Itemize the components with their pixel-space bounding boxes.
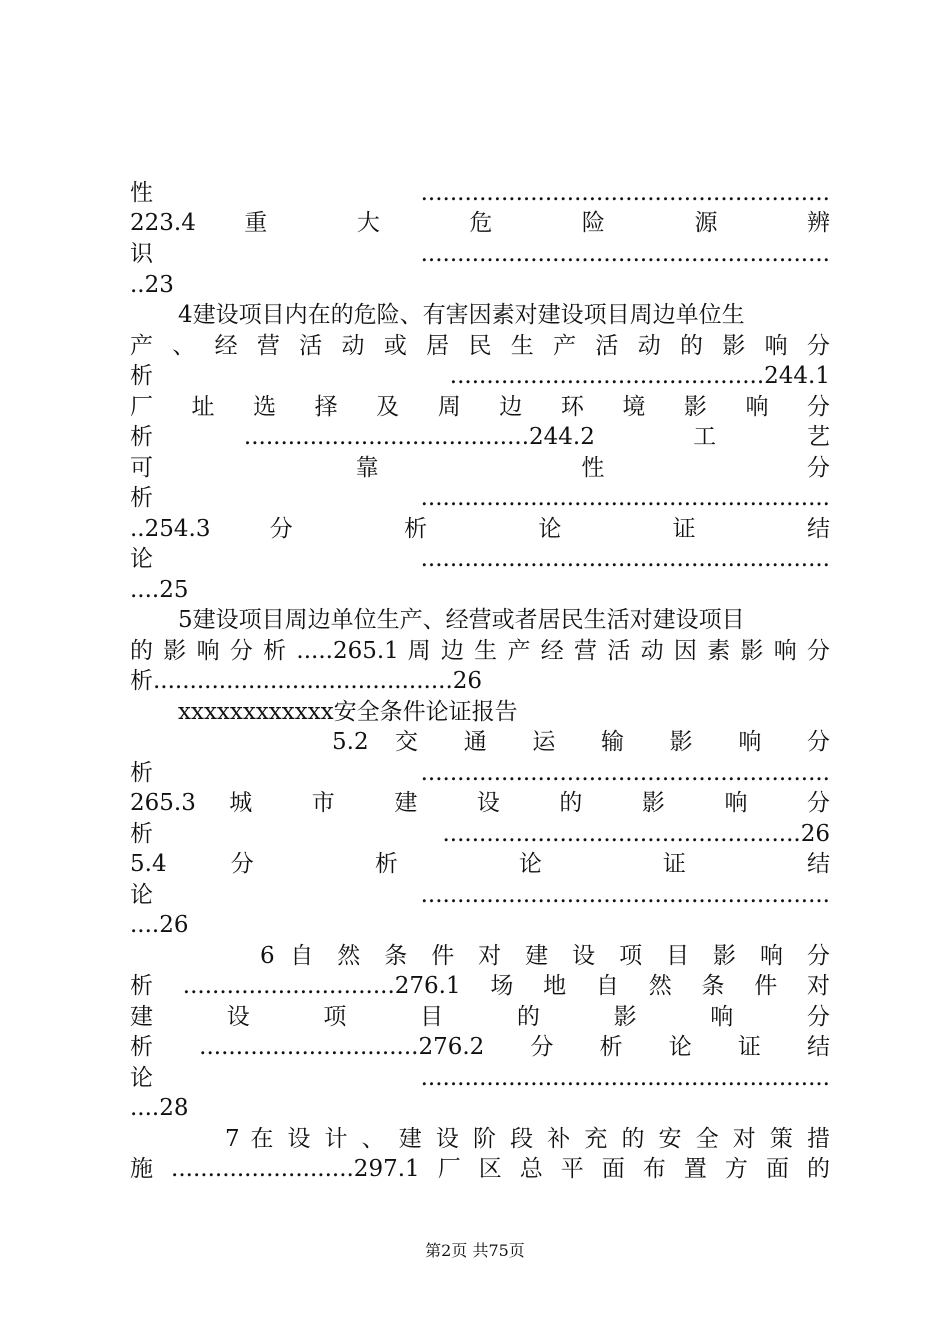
toc-line: 可 靠 性 分 bbox=[130, 455, 830, 481]
toc-line: ....25 bbox=[130, 577, 189, 603]
toc-line: 析........................................................ bbox=[130, 760, 830, 786]
toc-line: 265.3 城 市 建 设 的 影 响 分 bbox=[130, 790, 830, 816]
toc-line: 析.........................................26 bbox=[130, 668, 483, 694]
toc-line: ....28 bbox=[130, 1095, 189, 1121]
toc-line: 析........................................................ bbox=[130, 485, 830, 511]
toc-line: 建 设 项 目 的 影 响 分 bbox=[130, 1004, 830, 1030]
toc-line: 4建设项目内在的危险、有害因素对建设项目周边单位生 bbox=[178, 302, 745, 328]
toc-line: 5.2 交 通 运 输 影 响 分 bbox=[332, 729, 830, 755]
toc-line: 5.4 分 析 论 证 结 bbox=[130, 851, 830, 877]
toc-line: 7 在 设 计 、 建 设 阶 段 补 充 的 安 全 对 策 措 bbox=[225, 1126, 830, 1152]
toc-line: 论........................................................ bbox=[130, 882, 830, 908]
toc-line: 析.............................276.1场地自然条件对 bbox=[130, 973, 830, 999]
page-footer: 第2页 共75页 bbox=[425, 1241, 525, 1260]
toc-line: 析.......................................244.2 工艺 bbox=[130, 424, 830, 450]
toc-line: 223.4 重 大 危 险 源 辨 bbox=[130, 210, 830, 236]
toc-line: 析.................................................26 bbox=[130, 821, 830, 847]
toc-line: 论........................................................ bbox=[130, 1065, 830, 1091]
toc-line: 施.........................297.1厂区总平面布置方面的 bbox=[130, 1156, 830, 1182]
toc-line: 产 、 经 营 活 动 或 居 民 生 产 活 动 的 影 响 分 bbox=[130, 333, 830, 359]
toc-line: 的 影 响 分 析 .....265.1 周 边 生 产 经 营 活 动 因 素 影 响 分 bbox=[130, 638, 830, 664]
toc-line: 析 ...........................................244.1 bbox=[130, 363, 830, 389]
report-heading: xxxxxxxxxxxx安全条件论证报告 bbox=[178, 699, 518, 725]
toc-line: 5建设项目周边单位生产、经营或者居民生活对建设项目 bbox=[178, 607, 745, 633]
toc-line: ....26 bbox=[130, 912, 189, 938]
toc-line: ..23 bbox=[130, 272, 174, 298]
toc-line: 厂 址 选 择 及 周 边 环 境 影 响 分 bbox=[130, 394, 830, 420]
toc-line: ..254.3 分 析 论 证 结 bbox=[130, 516, 830, 542]
toc-line: 论........................................................ bbox=[130, 546, 830, 572]
toc-line: 析..............................276.2分析论证结 bbox=[130, 1034, 830, 1060]
toc-line: 识........................................................ bbox=[130, 241, 830, 267]
toc-line: 6 自 然 条 件 对 建 设 项 目 影 响 分 bbox=[260, 943, 830, 969]
toc-line: 性........................................................ bbox=[130, 180, 830, 206]
